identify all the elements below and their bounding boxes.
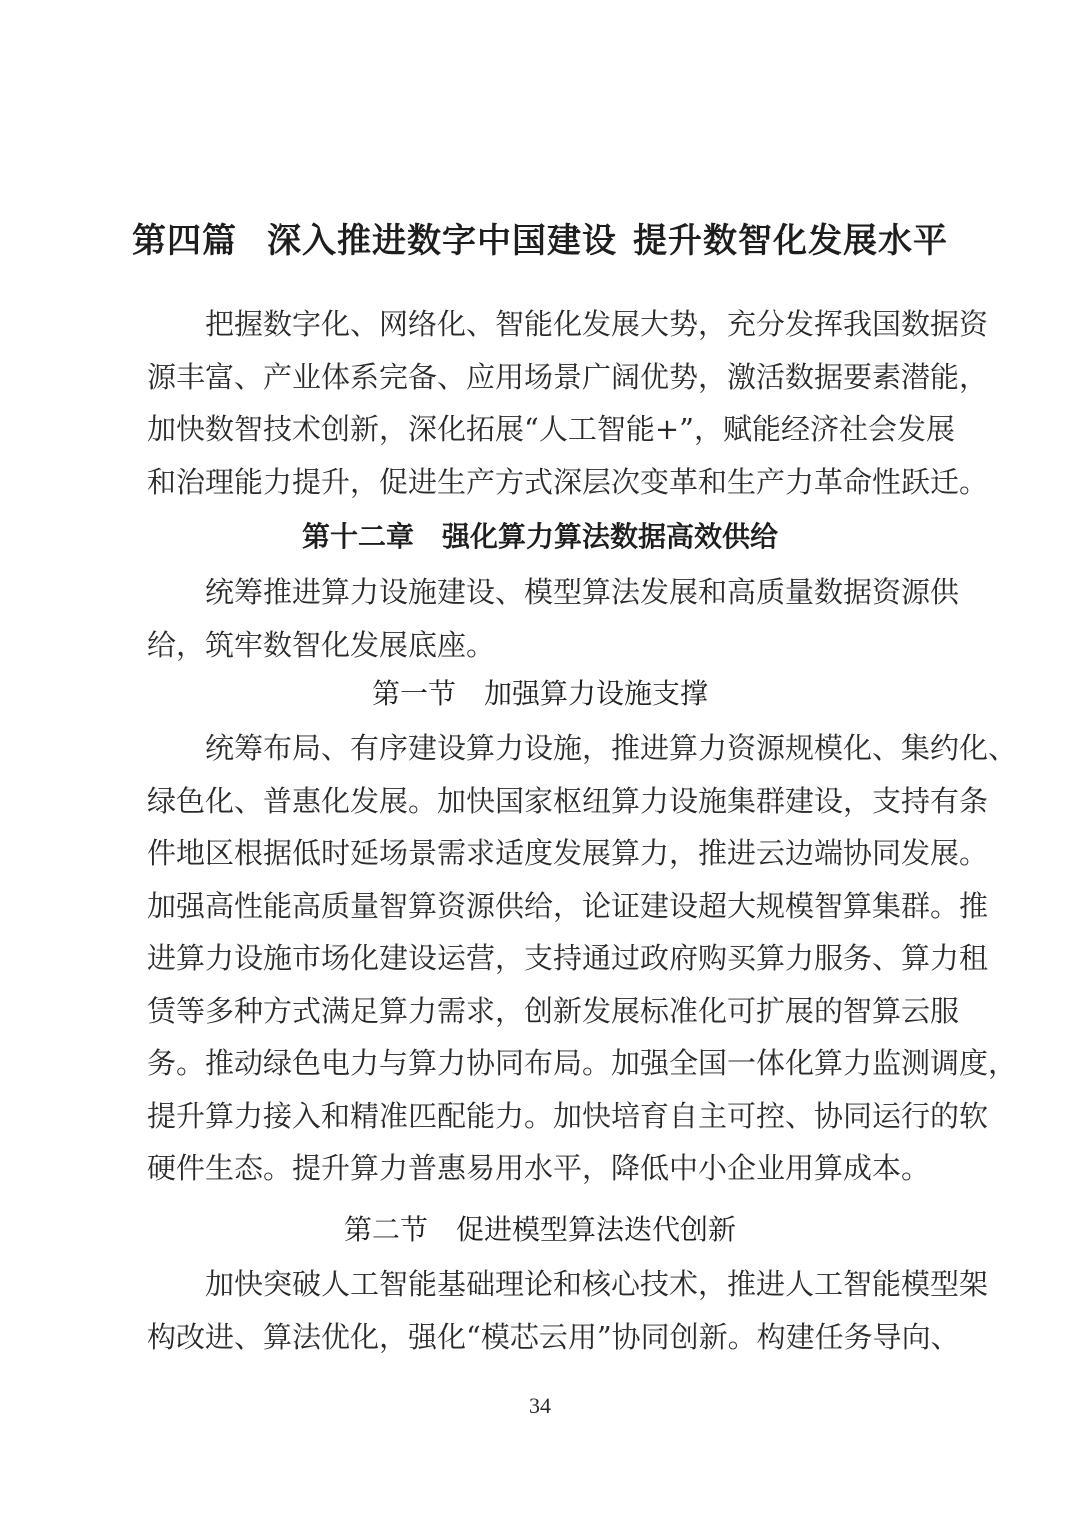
part-label: 第四篇 xyxy=(132,221,237,261)
section-heading-2 xyxy=(0,1210,1080,1250)
section-title: 促进模型算法迭代创新 xyxy=(456,1213,737,1246)
text-line: 加强高性能高质量智算资源供给，论证建设超大规模智算集群。推 xyxy=(147,888,989,923)
section-label: 第二节 xyxy=(343,1213,428,1246)
text-line: 提升算力接入和精准匹配能力。加快培育自主可控、协同运行的软 xyxy=(147,1098,989,1133)
chapter-heading xyxy=(0,517,1080,557)
chapter-intro-paragraph xyxy=(147,566,960,671)
text-line: 绿色化、普惠化发展。加快国家枢纽算力设施集群建设，支持有条 xyxy=(147,783,989,818)
text-line: 构改进、算法优化，强化“模芯云用”协同创新。构建任务导向、 xyxy=(147,1319,960,1354)
section2-paragraph xyxy=(147,1258,989,1363)
text-line: 务。推动绿色电力与算力协同布局。加强全国一体化算力监测调度， xyxy=(147,1046,1018,1080)
part-title xyxy=(0,216,1080,266)
chapter-title: 强化算力算法数据高效供给 xyxy=(442,520,779,553)
section-label: 第一节 xyxy=(371,677,456,710)
text-line: 赁等多种方式满足算力需求，创新发展标准化可扩展的智算云服 xyxy=(147,993,960,1028)
part-title-a: 深入推进数字中国建设 xyxy=(267,221,617,261)
section-title: 加强算力设施支撑 xyxy=(484,677,709,710)
text-line: 件地区根据低时延场景需求适度发展算力，推进云边端协同发展。 xyxy=(147,836,989,870)
text-line: 加快数智技术创新，深化拓展“人工智能+”，赋能经济社会发展 xyxy=(147,412,955,446)
intro-paragraph xyxy=(147,298,989,508)
text-line: 统筹推进算力设施建设、模型算法发展和高质量数据资源供 xyxy=(205,575,960,609)
page-number: 34 xyxy=(529,1393,551,1418)
section-heading-1 xyxy=(0,674,1080,714)
text-line: 源丰富、产业体系完备、应用场景广阔优势，激活数据要素潜能， xyxy=(147,359,989,394)
section1-paragraph xyxy=(147,722,1018,1195)
chapter-label: 第十二章 xyxy=(301,520,414,553)
text-line: 给，筑牢数智化发展底座。 xyxy=(147,627,496,662)
text-line: 和治理能力提升，促进生产方式深层次变革和生产力革命性跃迁。 xyxy=(147,464,989,499)
text-line: 硬件生态。提升算力普惠易用水平，降低中小企业用算成本。 xyxy=(147,1151,931,1185)
part-title-b: 提升数智化发展水平 xyxy=(633,221,948,261)
text-line: 把握数字化、网络化、智能化发展大势，充分发挥我国数据资 xyxy=(205,307,989,341)
text-line: 统筹布局、有序建设算力设施，推进算力资源规模化、集约化、 xyxy=(205,731,1018,765)
text-line: 加快突破人工智能基础理论和核心技术，推进人工智能模型架 xyxy=(205,1267,989,1301)
text-line: 进算力设施市场化建设运营，支持通过政府购买算力服务、算力租 xyxy=(147,941,989,975)
